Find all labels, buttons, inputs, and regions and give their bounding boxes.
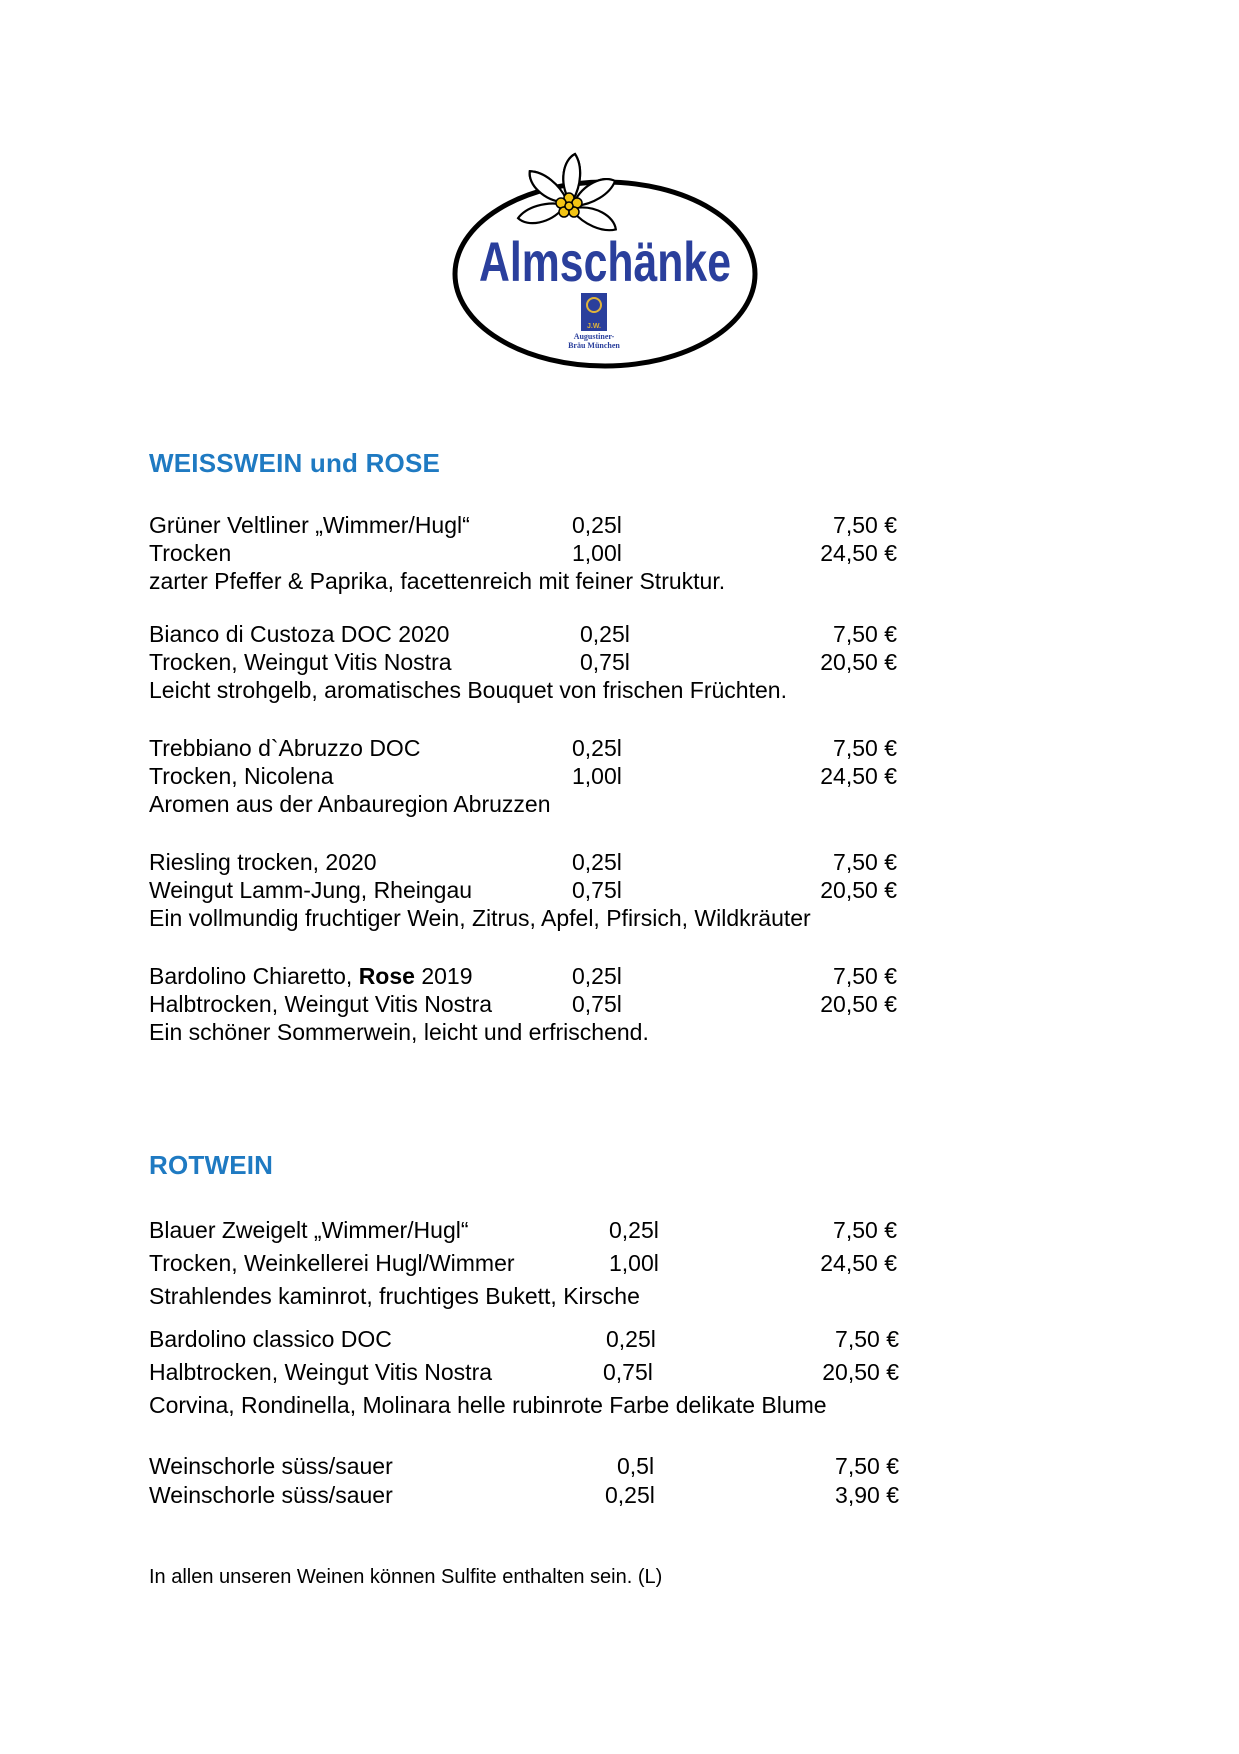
- wine-name: Riesling trocken, 2020: [149, 849, 377, 875]
- almschaenke-logo: [447, 148, 763, 376]
- wine-volume: 0,5l: [617, 1453, 655, 1479]
- wine-price: 7,50 €: [833, 849, 897, 875]
- augustiner-badge: [581, 293, 607, 331]
- wine-detail: Trocken, Nicolena: [149, 763, 334, 789]
- wine-name: Blauer Zweigelt „Wimmer/Hugl“: [149, 1217, 469, 1243]
- wine-detail: Trocken: [149, 540, 232, 566]
- wine-row: [149, 761, 909, 791]
- wine-row: [149, 1451, 909, 1481]
- badge-text-1: Augustiner-: [573, 332, 615, 341]
- logo-wordmark: Almschänke: [479, 230, 731, 293]
- wine-name: Bardolino Chiaretto, Rose 2019: [149, 963, 473, 989]
- wine-row: [149, 647, 909, 677]
- wine-description: Leicht strohgelb, aromatisches Bouquet von frischen Früchten.: [149, 677, 787, 703]
- wine-description: Aromen aus der Anbauregion Abruzzen: [149, 791, 551, 817]
- wine-row: [149, 847, 909, 877]
- wine-price: 20,50 €: [820, 649, 897, 675]
- wine-row: [149, 1324, 909, 1354]
- wine-price: 7,50 €: [835, 1326, 899, 1352]
- wine-price: 24,50 €: [820, 540, 897, 566]
- wine-detail: Trocken, Weinkellerei Hugl/Wimmer: [149, 1250, 515, 1276]
- wine-volume: 1,00l: [572, 540, 622, 566]
- wine-name: Trebbiano d`Abruzzo DOC: [149, 735, 421, 761]
- wine-price: 7,50 €: [833, 735, 897, 761]
- svg-text:J.W.: J.W.: [586, 323, 602, 330]
- wine-description: zarter Pfeffer & Paprika, facettenreich mit feiner Struktur.: [149, 568, 726, 594]
- wine-row: [149, 961, 909, 991]
- wine-row: [149, 1357, 909, 1387]
- wine-name: Grüner Veltliner „Wimmer/Hugl“: [149, 512, 470, 538]
- wine-detail: Weingut Lamm-Jung, Rheingau: [149, 877, 473, 903]
- wine-price: 7,50 €: [833, 1217, 897, 1243]
- wine-row: [149, 538, 909, 568]
- sulfite-footnote: In allen unseren Weinen können Sulfite enthalten sein. (L): [149, 1566, 663, 1588]
- wine-price: 20,50 €: [820, 991, 897, 1017]
- wine-volume: 0,25l: [606, 1326, 656, 1352]
- wine-volume: 0,25l: [605, 1482, 655, 1508]
- wine-name: Bianco di Custoza DOC 2020: [149, 621, 450, 647]
- wine-volume: 0,25l: [580, 621, 630, 647]
- wine-price: 7,50 €: [835, 1453, 899, 1479]
- wine-name: Weinschorle süss/sauer: [149, 1482, 393, 1508]
- wine-volume: 1,00l: [572, 763, 622, 789]
- wine-row: [149, 989, 909, 1019]
- wine-row: [149, 619, 909, 649]
- wine-detail: Halbtrocken, Weingut Vitis Nostra: [149, 1359, 493, 1385]
- wine-description: Strahlendes kaminrot, fruchtiges Bukett, Kirsche: [149, 1283, 640, 1309]
- wine-volume: 0,25l: [572, 735, 622, 761]
- wine-volume: 0,25l: [572, 849, 622, 875]
- wine-volume: 0,25l: [572, 963, 622, 989]
- wine-volume: 0,75l: [603, 1359, 653, 1385]
- wine-price: 7,50 €: [833, 621, 897, 647]
- wine-price: 24,50 €: [820, 763, 897, 789]
- section-title-red: ROTWEIN: [149, 1150, 274, 1180]
- wine-volume: 0,75l: [572, 877, 622, 903]
- wine-detail: Trocken, Weingut Vitis Nostra: [149, 649, 452, 675]
- wine-price: 20,50 €: [822, 1359, 899, 1385]
- wine-row: [149, 510, 909, 540]
- wine-volume: 0,25l: [572, 512, 622, 538]
- wine-price: 7,50 €: [833, 963, 897, 989]
- wine-row: [149, 875, 909, 905]
- section-title-white: WEISSWEIN und ROSE: [149, 448, 441, 478]
- wine-name: Weinschorle süss/sauer: [149, 1453, 393, 1479]
- wine-detail: Halbtrocken, Weingut Vitis Nostra: [149, 991, 493, 1017]
- wine-volume: 0,75l: [580, 649, 630, 675]
- wine-row: [149, 733, 909, 763]
- wine-price: 3,90 €: [835, 1482, 899, 1508]
- wine-description: Ein vollmundig fruchtiger Wein, Zitrus, Apfel, Pfirsich, Wildkräuter: [149, 905, 811, 931]
- wine-price: 24,50 €: [820, 1250, 897, 1276]
- wine-name: Bardolino classico DOC: [149, 1326, 392, 1352]
- wine-price: 20,50 €: [820, 877, 897, 903]
- wine-row: [149, 1480, 909, 1510]
- wine-price: 7,50 €: [833, 512, 897, 538]
- wine-row: [149, 1215, 909, 1245]
- wine-volume: 1,00l: [609, 1250, 659, 1276]
- wine-description: Ein schöner Sommerwein, leicht und erfrischend.: [149, 1019, 649, 1045]
- wine-volume: 0,25l: [609, 1217, 659, 1243]
- badge-text-2: Bräu München: [568, 341, 620, 350]
- wine-row: [149, 1248, 909, 1278]
- wine-volume: 0,75l: [572, 991, 622, 1017]
- wine-description: Corvina, Rondinella, Molinara helle rubinrote Farbe delikate Blume: [149, 1392, 827, 1418]
